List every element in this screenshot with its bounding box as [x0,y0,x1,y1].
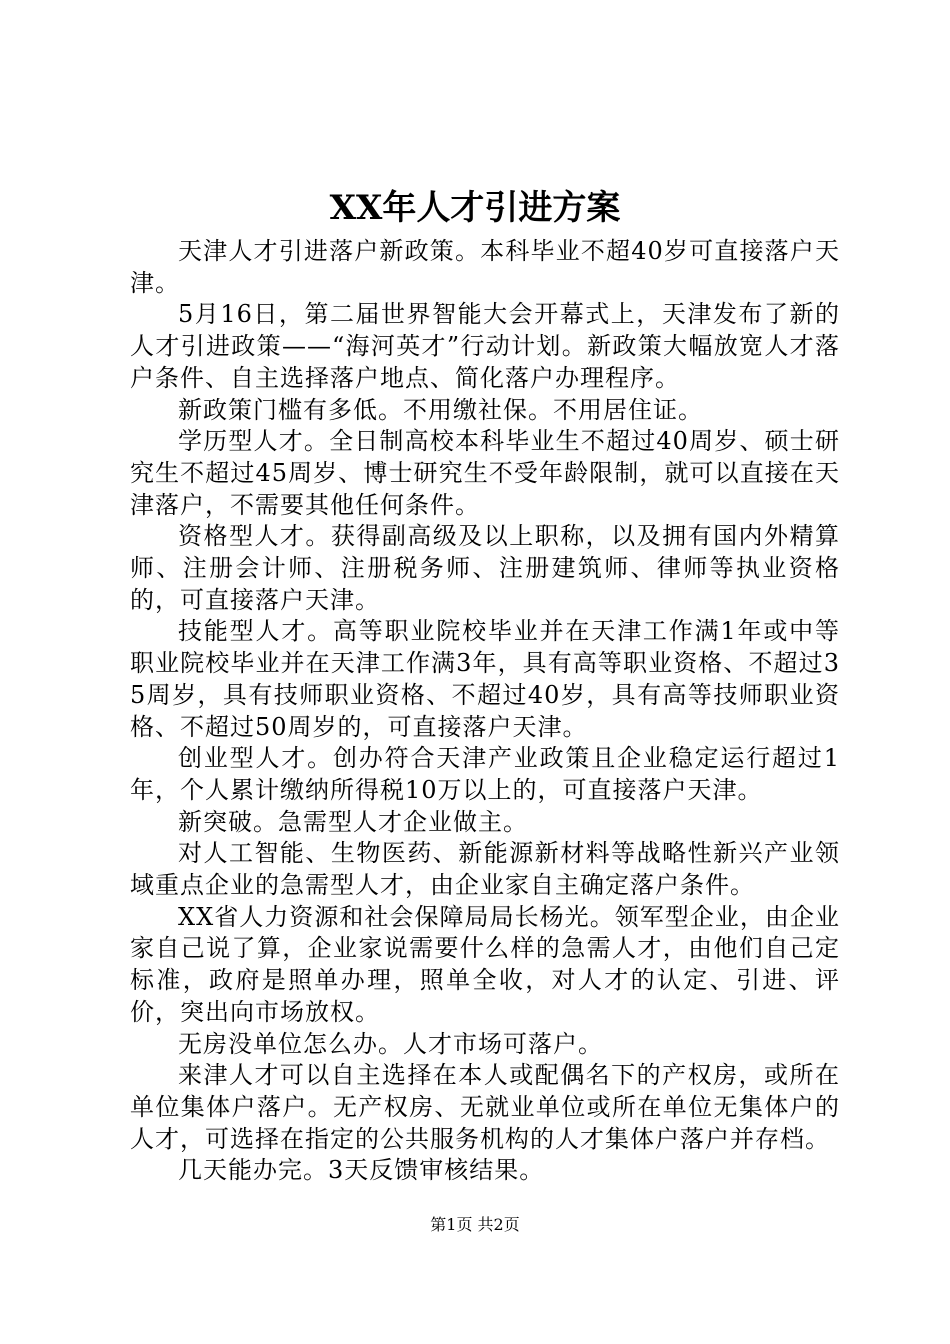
paragraph: 无房没单位怎么办。人才市场可落户。 [178,1029,603,1058]
paragraph: 学历型人才。全日制高校本科毕业生不超过40周岁、硕士研究生不超过45周岁、博士研究生不受年龄限制，就可以直接在天津落户，不需要其他任何条件。 [130,427,840,519]
paragraph: 几天能办完。3天反馈审核结果。 [178,1156,545,1185]
page-footer: 第1页 共2页 [430,1215,520,1234]
paragraph: 5月16日，第二届世界智能大会开幕式上，天津发布了新的人才引进政策——“海河英才”行动计划。新政策大幅放宽人才落户条件、自主选择落户地点、简化落户办理程序。 [130,300,840,392]
document-title: XX年人才引进方案 [329,188,621,228]
paragraph: XX省人力资源和社会保障局局长杨光。领军型企业，由企业家自己说了算，企业家说需要什么样的急需人才，由他们自己定标准，政府是照单办理，照单全收，对人才的认定、引进、评价，突出向市场放权。 [130,902,840,1026]
paragraph: 来津人才可以自主选择在本人或配偶名下的产权房，或所在单位集体户落户。无产权房、无就业单位或所在单位无集体户的人才，可选择在指定的公共服务机构的人才集体户落户并存档。 [130,1061,840,1153]
paragraph: 对人工智能、生物医药、新能源新材料等战略性新兴产业领域重点企业的急需型人才，由企业家自主确定落户条件。 [130,839,840,900]
paragraph: 创业型人才。创办符合天津产业政策且企业稳定运行超过1年，个人累计缴纳所得税10万以上的，可直接落户天津。 [130,744,840,804]
paragraph: 天津人才引进落户新政策。本科毕业不超40岁可直接落户天津。 [130,237,840,297]
paragraph: 新政策门槛有多低。不用缴社保。不用居住证。 [178,395,703,424]
document-body [130,236,840,1187]
paragraph: 资格型人才。获得副高级及以上职称，以及拥有国内外精算师、注册会计师、注册税务师、注册建筑师、律师等执业资格的，可直接落户天津。 [130,522,840,614]
paragraph: 技能型人才。高等职业院校毕业并在天津工作满1年或中等职业院校毕业并在天津工作满3年，具有高等职业资格、不超过35周岁，具有技师职业资格、不超过40岁，具有高等技师职业资格、不超过50周岁的，可直接落户天津。 [130,617,840,741]
paragraph: 新突破。急需型人才企业做主。 [178,807,528,836]
